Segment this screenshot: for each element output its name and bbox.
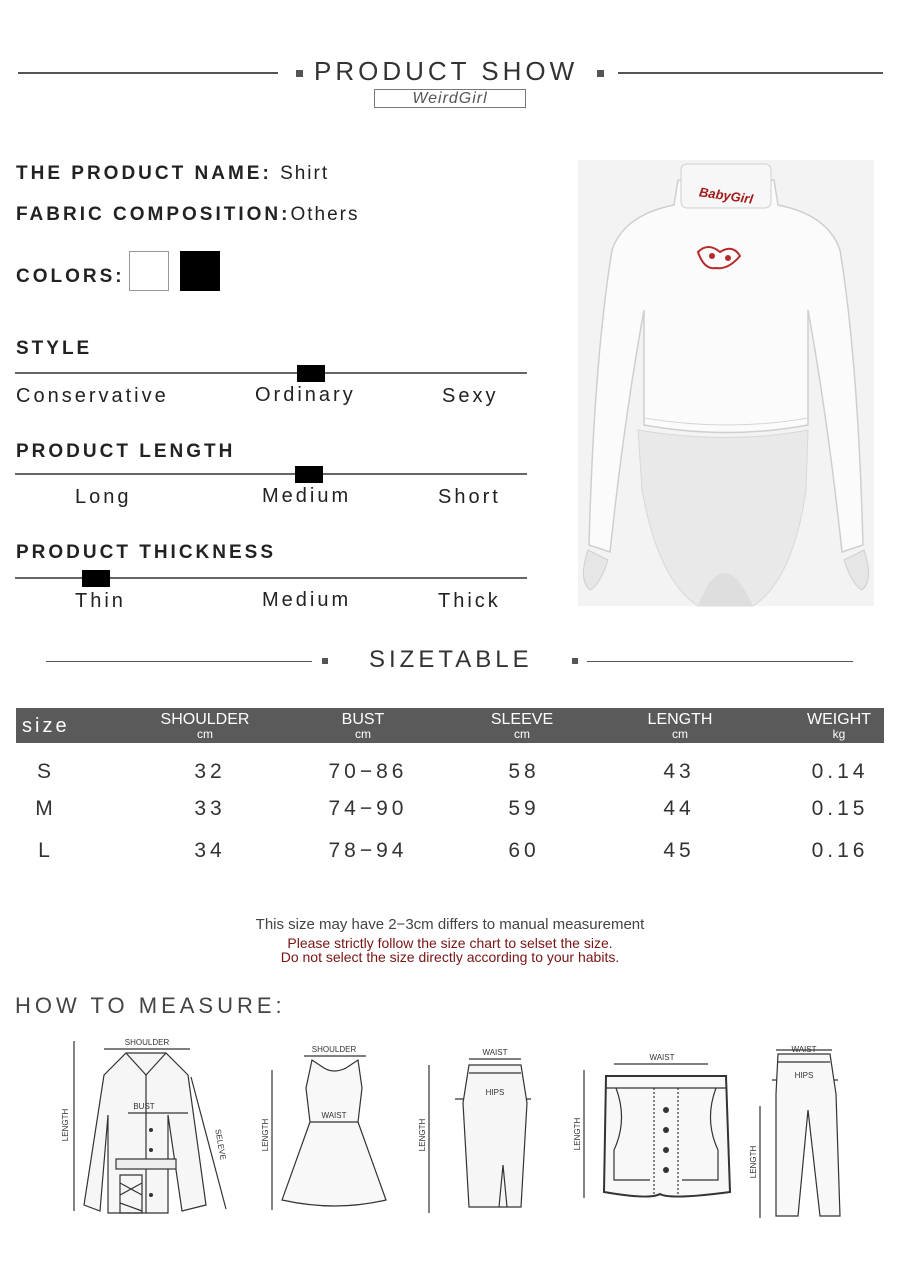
thickness-option-thick: Thick xyxy=(438,590,501,612)
fabric-label: FABRIC COMPOSITION: xyxy=(16,204,291,225)
length-marker xyxy=(295,466,323,483)
skirt-waist-label: WAIST xyxy=(482,1048,508,1057)
header-sleeve: SLEEVE cm xyxy=(490,711,554,741)
pants-diagram xyxy=(750,1040,850,1222)
jacket-sleeve-label: SELEVE xyxy=(213,1128,228,1161)
table-row-l-weight: 0.16 xyxy=(811,839,869,862)
table-row-m-bust: 74−90 xyxy=(328,797,408,820)
header-rule-right xyxy=(618,72,883,74)
header-bust: BUST cm xyxy=(341,711,385,741)
table-row-l-shoulder: 34 xyxy=(194,839,226,862)
style-option-ordinary: Ordinary xyxy=(255,384,356,406)
brand-name: WeirdGirl xyxy=(412,90,488,107)
shorts-length-label: LENGTH xyxy=(573,1117,582,1151)
table-row-s-sleeve: 58 xyxy=(508,760,540,783)
shorts-button-3 xyxy=(663,1147,669,1153)
pants-waist-label: WAIST xyxy=(791,1045,817,1054)
length-option-short: Short xyxy=(438,486,501,508)
header-shoulder: SHOULDER cm xyxy=(160,711,250,741)
jacket-bust-label: BUST xyxy=(133,1102,155,1111)
table-row-s-weight: 0.14 xyxy=(811,760,869,783)
dress-waist-label: WAIST xyxy=(321,1111,347,1120)
note-warning-1: Please strictly follow the size chart to selset the size. xyxy=(287,935,613,951)
header-rule-left xyxy=(18,72,278,74)
shorts-diagram xyxy=(570,1050,740,1205)
shorts-button-1 xyxy=(663,1107,669,1113)
jacket-shoulder-label: SHOULDER xyxy=(124,1038,170,1047)
style-option-sexy: Sexy xyxy=(442,385,499,407)
jacket-length-label: LENGTH xyxy=(61,1108,70,1142)
fabric-value: Others xyxy=(290,204,360,225)
shorts-waist-label: WAIST xyxy=(649,1053,675,1062)
style-marker xyxy=(297,365,325,382)
length-title: PRODUCT LENGTH xyxy=(16,441,236,462)
table-row-m-size: M xyxy=(35,797,57,820)
note-measurement: This size may have 2−3cm differs to manual measurement xyxy=(255,916,645,933)
jacket-diagram xyxy=(56,1035,236,1220)
sizetable-rule-left xyxy=(46,661,312,662)
thickness-option-medium: Medium xyxy=(262,589,352,611)
table-row-m-length: 44 xyxy=(663,797,695,820)
product-name-value: Shirt xyxy=(280,163,330,184)
table-row-l-size: L xyxy=(38,839,54,862)
dress-length-label: LENGTH xyxy=(261,1118,270,1152)
color-swatch-black[interactable] xyxy=(180,251,220,291)
header-dot-right xyxy=(597,70,604,77)
sizetable-rule-right xyxy=(587,661,853,662)
fabric-row xyxy=(16,204,359,226)
length-scale-line xyxy=(15,473,527,475)
page-title: PRODUCT SHOW xyxy=(314,56,579,86)
dress-diagram xyxy=(262,1040,400,1215)
note-warning-2: Do not select the size directly according to your habits. xyxy=(280,949,620,965)
brand-box xyxy=(374,89,526,108)
skirt-length-label: LENGTH xyxy=(418,1118,427,1152)
style-scale-line xyxy=(15,372,527,374)
table-row-m-shoulder: 33 xyxy=(194,797,226,820)
size-table-header xyxy=(16,708,884,743)
sizetable-dot-left xyxy=(322,658,328,664)
table-row-s-bust: 70−86 xyxy=(328,760,408,783)
header-weight: WEIGHT kg xyxy=(807,711,871,741)
collar-print: BabyGirl xyxy=(698,184,754,207)
style-title: STYLE xyxy=(16,338,93,359)
shorts-button-2 xyxy=(663,1127,669,1133)
table-row-l-bust: 78−94 xyxy=(328,839,408,862)
table-row-l-length: 45 xyxy=(663,839,695,862)
dress-shoulder-label: SHOULDER xyxy=(311,1045,357,1054)
header-length: LENGTH cm xyxy=(647,711,713,741)
product-photo xyxy=(578,160,874,606)
shorts-button-4 xyxy=(663,1167,669,1173)
skirt-hips-label: HIPS xyxy=(485,1088,505,1097)
table-row-l-sleeve: 60 xyxy=(508,839,540,862)
length-option-long: Long xyxy=(75,486,132,508)
product-name-label: THE PRODUCT NAME: xyxy=(16,163,272,184)
header-size: size xyxy=(22,715,70,737)
style-option-conservative: Conservative xyxy=(16,385,169,407)
jacket-button-2 xyxy=(149,1148,153,1152)
jacket-button-3 xyxy=(149,1193,153,1197)
color-swatch-white[interactable] xyxy=(129,251,169,291)
skirt-diagram xyxy=(415,1045,535,1215)
table-row-s-length: 43 xyxy=(663,760,695,783)
table-row-m-weight: 0.15 xyxy=(811,797,869,820)
thickness-option-thin: Thin xyxy=(75,590,126,612)
pants-hips-label: HIPS xyxy=(794,1071,814,1080)
pants-length-label: LENGTH xyxy=(749,1145,758,1179)
colors-label: COLORS: xyxy=(16,266,125,287)
thickness-marker xyxy=(82,570,110,587)
how-to-measure-title: HOW TO MEASURE: xyxy=(15,993,286,1018)
table-row-s-size: S xyxy=(36,760,55,783)
product-name-row xyxy=(16,163,329,185)
header-dot-left xyxy=(296,70,303,77)
thickness-title: PRODUCT THICKNESS xyxy=(16,542,277,563)
jacket-button-1 xyxy=(149,1128,153,1132)
table-row-m-sleeve: 59 xyxy=(508,797,540,820)
sizetable-dot-right xyxy=(572,658,578,664)
length-option-medium: Medium xyxy=(262,485,352,507)
table-row-s-shoulder: 32 xyxy=(194,760,226,783)
sizetable-title: SIZETABLE xyxy=(369,646,533,673)
